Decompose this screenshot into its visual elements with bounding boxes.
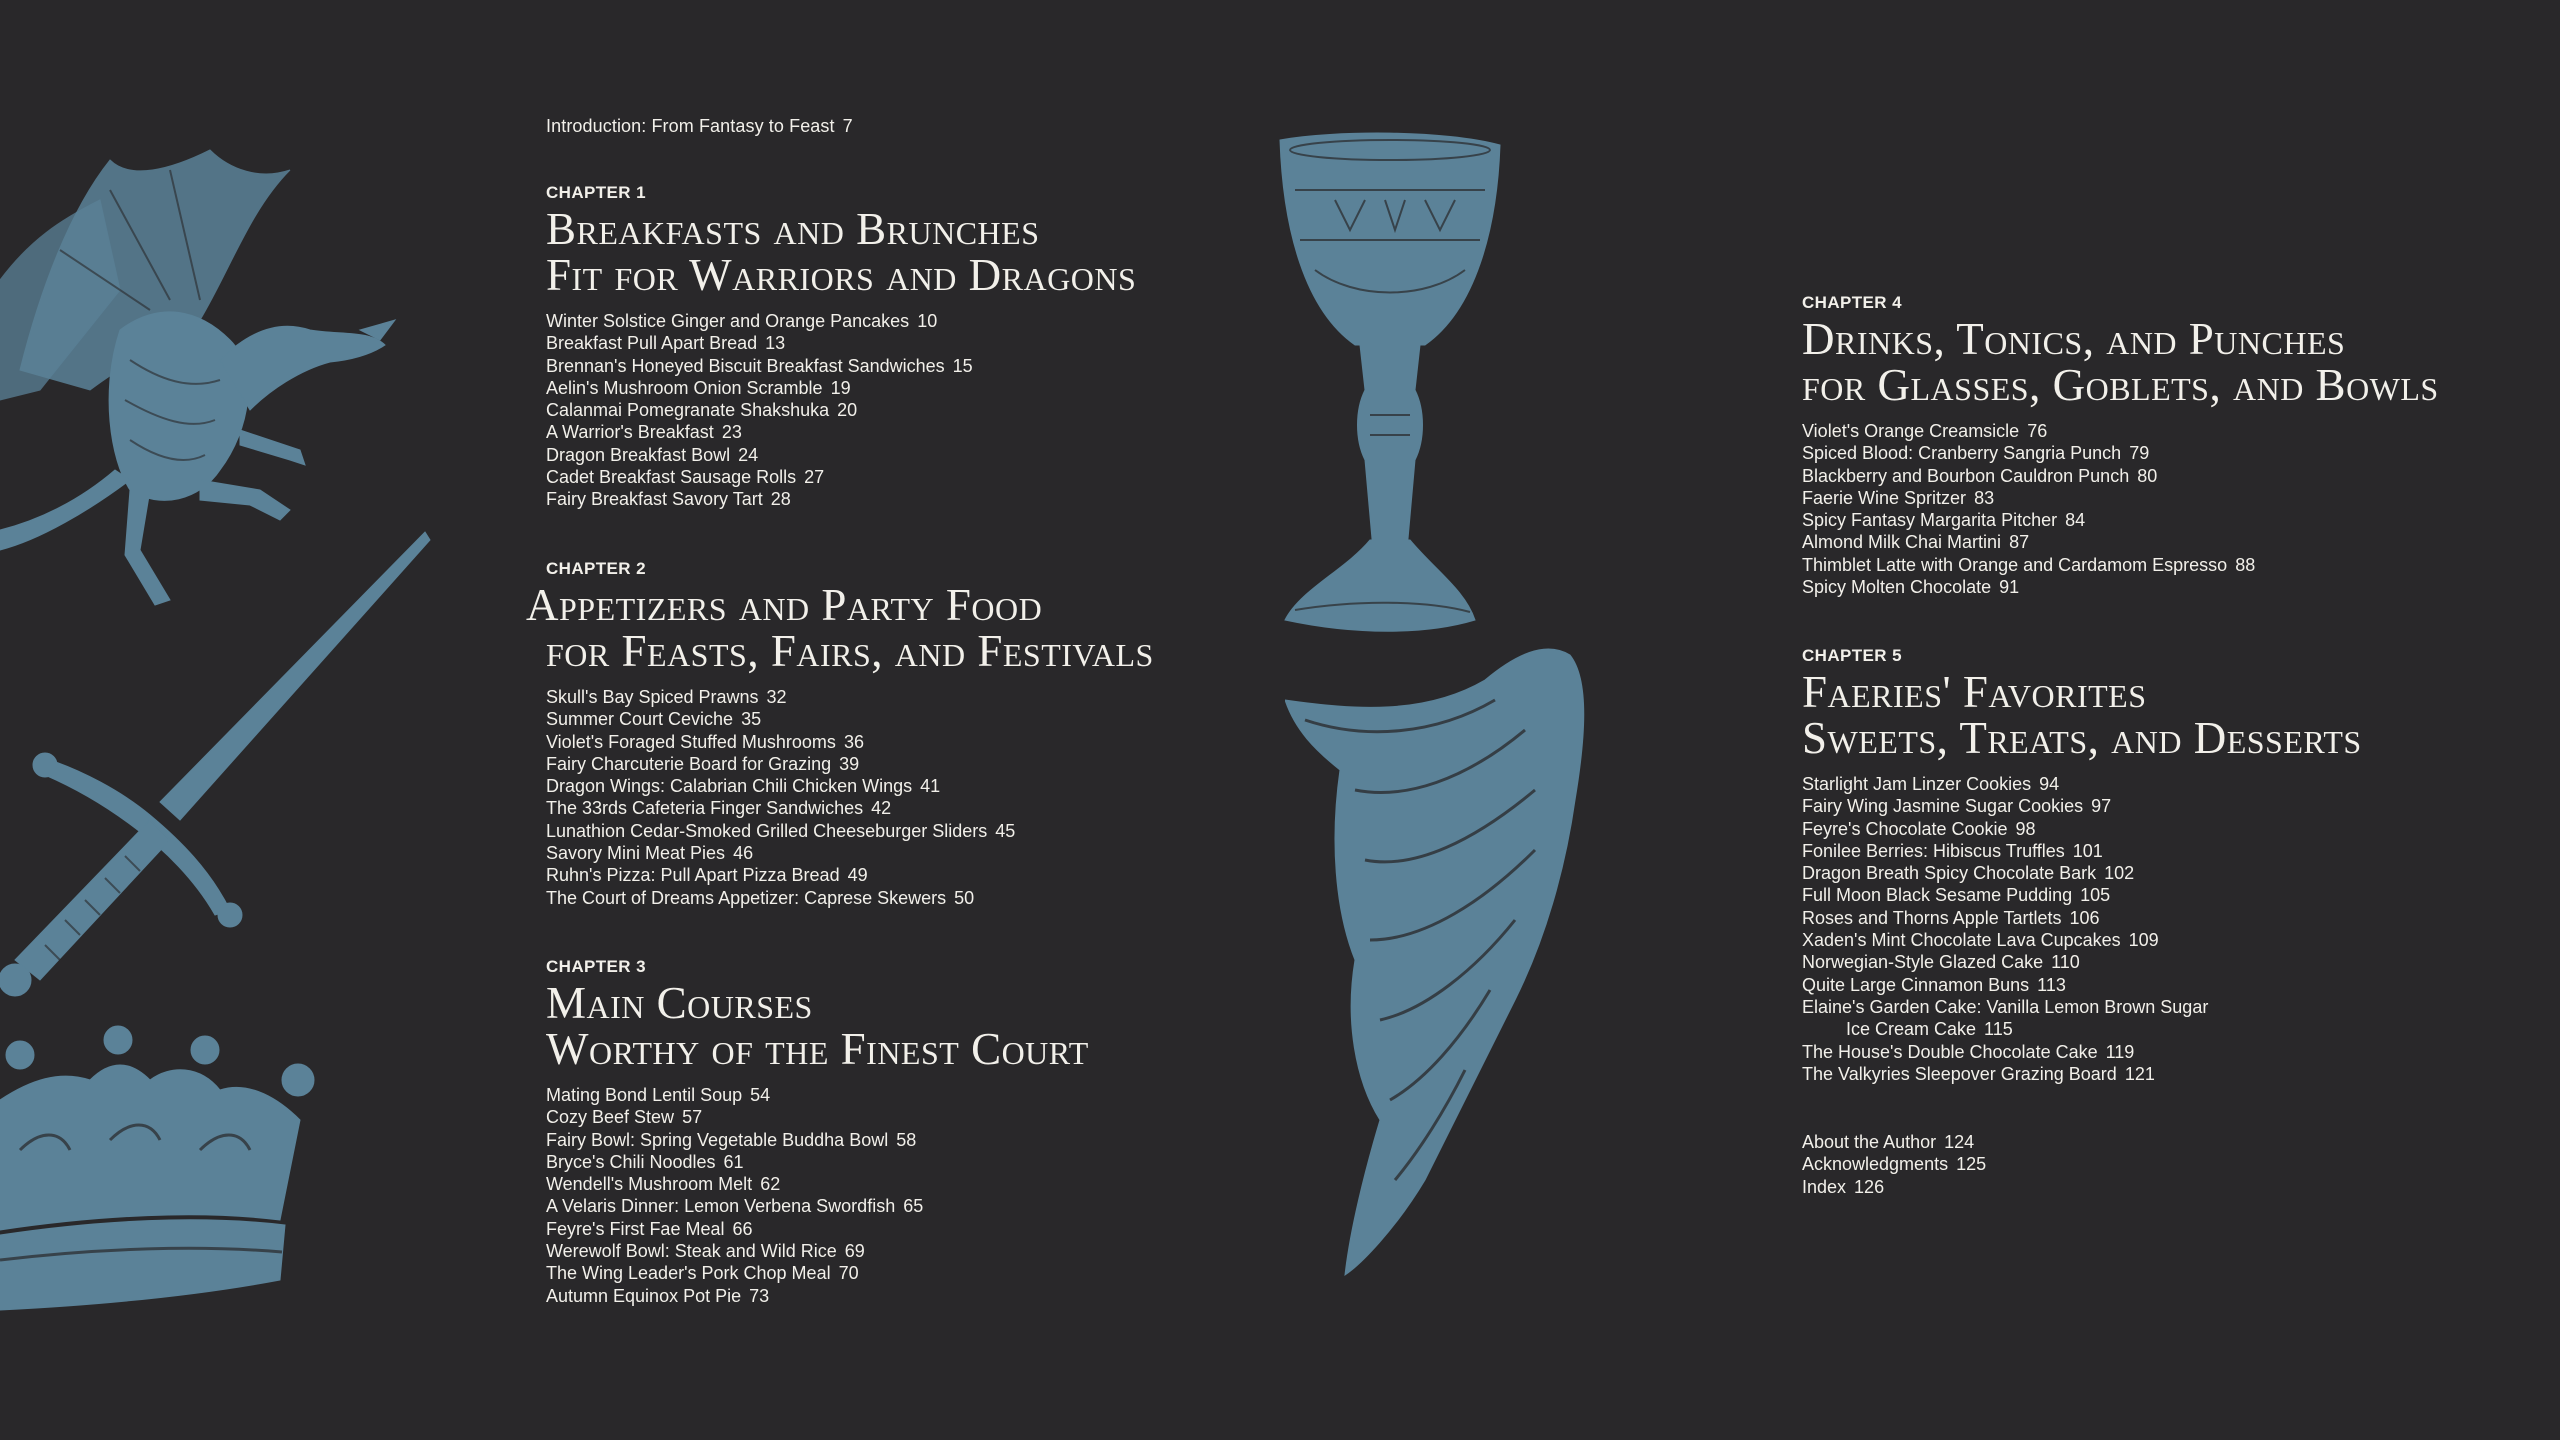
list-item[interactable]: Werewolf Bowl: Steak and Wild Rice 69 (546, 1241, 865, 1262)
list-item[interactable]: Ice Cream Cake 115 (1846, 1019, 2013, 1040)
list-item[interactable]: A Velaris Dinner: Lemon Verbena Swordfish 65 (546, 1196, 924, 1217)
list-item[interactable]: Spicy Fantasy Margarita Pitcher 84 (1802, 510, 2086, 531)
list-item[interactable]: The Court of Dreams Appetizer: Caprese Skewers 50 (546, 887, 975, 908)
chapter-title-line: Faeries' Favorites (1802, 667, 2147, 717)
list-item[interactable]: Mating Bond Lentil Soup 54 (546, 1085, 771, 1105)
list-item[interactable]: A Warrior's Breakfast 23 (546, 422, 742, 443)
chapter-5 (1802, 645, 2362, 1085)
list-item[interactable]: Fonilee Berries: Hibiscus Truffles 101 (1802, 840, 2103, 861)
chapter-label: CHAPTER 2 (546, 559, 646, 578)
intro-title: Introduction: From Fantasy to Feast (546, 116, 835, 136)
list-item[interactable]: Starlight Jam Linzer Cookies 94 (1802, 774, 2060, 794)
back-matter-list (1802, 1131, 1986, 1198)
chapter-label: CHAPTER 4 (1802, 293, 1902, 312)
list-item[interactable]: Norwegian-Style Glazed Cake 110 (1802, 952, 2080, 973)
list-item[interactable]: The Valkyries Sleepover Grazing Board 121 (1802, 1063, 2155, 1084)
list-item[interactable]: Blackberry and Bourbon Cauldron Punch 80 (1802, 465, 2158, 486)
chapter-label: CHAPTER 1 (546, 183, 646, 202)
recipe-list (546, 1084, 1089, 1307)
list-item[interactable]: Lunathion Cedar-Smoked Grilled Cheeseburger Sliders 45 (546, 820, 1016, 841)
chapter-title-line: for Feasts, Fairs, and Festivals (546, 626, 1154, 676)
chapter-1 (546, 182, 1136, 511)
list-item[interactable]: Fairy Breakfast Savory Tart 28 (546, 489, 791, 510)
list-item[interactable]: Cozy Beef Stew 57 (546, 1107, 703, 1128)
list-item[interactable]: Index 126 (1802, 1176, 1885, 1197)
intro-page: 7 (842, 116, 853, 136)
chapter-title-line: Sweets, Treats, and Desserts (1802, 713, 2362, 763)
list-item[interactable]: Breakfast Pull Apart Bread 13 (546, 333, 786, 354)
list-item[interactable]: Quite Large Cinnamon Buns 113 (1802, 974, 2066, 995)
list-item[interactable]: Autumn Equinox Pot Pie 73 (546, 1285, 770, 1306)
list-item[interactable]: Savory Mini Meat Pies 46 (546, 843, 754, 864)
recipe-list (546, 310, 1136, 511)
list-item[interactable]: Thimblet Latte with Orange and Cardamom Espresso 88 (1802, 554, 2256, 575)
chapter-3 (546, 956, 1089, 1307)
list-item[interactable]: The 33rds Cafeteria Finger Sandwiches 42 (546, 798, 892, 819)
recipe-list (1802, 420, 2439, 598)
list-item[interactable]: Violet's Foraged Stuffed Mushrooms 36 (546, 731, 864, 752)
list-item[interactable]: Brennan's Honeyed Biscuit Breakfast Sandwiches 15 (546, 355, 973, 376)
crown-icon (0, 1020, 330, 1320)
list-item[interactable]: Feyre's Chocolate Cookie 98 (1802, 818, 2036, 839)
chapter-title (546, 980, 1089, 1072)
back-matter (1802, 1131, 1986, 1198)
list-item[interactable]: Fairy Wing Jasmine Sugar Cookies 97 (1802, 796, 2112, 817)
chapter-title-line: Worthy of the Finest Court (546, 1024, 1089, 1074)
list-item[interactable]: Fairy Charcuterie Board for Grazing 39 (546, 753, 860, 774)
sword-icon (0, 520, 440, 1000)
list-item[interactable]: Roses and Thorns Apple Tartlets 106 (1802, 907, 2100, 928)
list-item[interactable]: Feyre's First Fae Meal 66 (546, 1218, 753, 1239)
chapter-label: CHAPTER 5 (1802, 646, 1902, 665)
list-item[interactable]: Violet's Orange Creamsicle 76 (1802, 421, 2048, 441)
recipe-list (546, 686, 1154, 909)
chapter-title (1802, 316, 2439, 408)
chapter-title-line: Breakfasts and Brunches (546, 204, 1040, 254)
intro-entry[interactable] (546, 115, 853, 137)
list-item[interactable]: Faerie Wine Spritzer 83 (1802, 487, 1995, 508)
list-item[interactable]: Skull's Bay Spiced Prawns 32 (546, 687, 787, 707)
chapter-title (526, 582, 1154, 674)
list-item[interactable]: Fairy Bowl: Spring Vegetable Buddha Bowl 58 (546, 1129, 917, 1150)
chapter-title-line: Appetizers and Party Food (526, 580, 1043, 630)
list-item[interactable]: Spiced Blood: Cranberry Sangria Punch 79 (1802, 443, 2150, 464)
chapter-title-line: Drinks, Tonics, and Punches (1802, 314, 2346, 364)
list-item[interactable]: Winter Solstice Ginger and Orange Pancakes 10 (546, 311, 938, 331)
chapter-title-line: Main Courses (546, 978, 813, 1028)
goblet-icon (1275, 130, 1505, 640)
chapter-2 (526, 558, 1154, 909)
list-item[interactable]: Elaine's Garden Cake: Vanilla Lemon Brown Sugar (1802, 996, 2209, 1017)
list-item[interactable]: Dragon Breath Spicy Chocolate Bark 102 (1802, 863, 2135, 884)
list-item[interactable]: Xaden's Mint Chocolate Lava Cupcakes 109 (1802, 930, 2159, 951)
list-item[interactable]: Aelin's Mushroom Onion Scramble 19 (546, 377, 851, 398)
list-item[interactable]: Acknowledgments 125 (1802, 1154, 1987, 1175)
recipe-list (1802, 773, 2362, 1085)
chapter-title-line: Fit for Warriors and Dragons (546, 250, 1137, 300)
wing-icon (1285, 640, 1595, 1280)
list-item[interactable]: The Wing Leader's Pork Chop Meal 70 (546, 1263, 859, 1284)
list-item[interactable]: Wendell's Mushroom Melt 62 (546, 1174, 781, 1195)
list-item[interactable]: Calanmai Pomegranate Shakshuka 20 (546, 400, 858, 421)
list-item[interactable]: Dragon Breakfast Bowl 24 (546, 444, 759, 465)
chapter-title (546, 206, 1136, 298)
list-item[interactable]: About the Author 124 (1802, 1132, 1975, 1152)
list-item[interactable]: Ruhn's Pizza: Pull Apart Pizza Bread 49 (546, 865, 868, 886)
list-item[interactable]: Almond Milk Chai Martini 87 (1802, 532, 2030, 553)
list-item[interactable]: Summer Court Ceviche 35 (546, 709, 762, 730)
chapter-title (1802, 669, 2362, 761)
list-item[interactable]: Dragon Wings: Calabrian Chili Chicken Wings 41 (546, 776, 941, 797)
list-item[interactable]: Bryce's Chili Noodles 61 (546, 1151, 744, 1172)
list-item[interactable]: The House's Double Chocolate Cake 119 (1802, 1041, 2135, 1062)
chapter-label: CHAPTER 3 (546, 957, 646, 976)
list-item[interactable]: Spicy Molten Chocolate 91 (1802, 577, 2020, 598)
chapter-title-line: for Glasses, Goblets, and Bowls (1802, 360, 2439, 410)
list-item[interactable]: Cadet Breakfast Sausage Rolls 27 (546, 467, 825, 488)
chapter-4 (1802, 292, 2439, 598)
list-item[interactable]: Full Moon Black Sesame Pudding 105 (1802, 885, 2111, 906)
